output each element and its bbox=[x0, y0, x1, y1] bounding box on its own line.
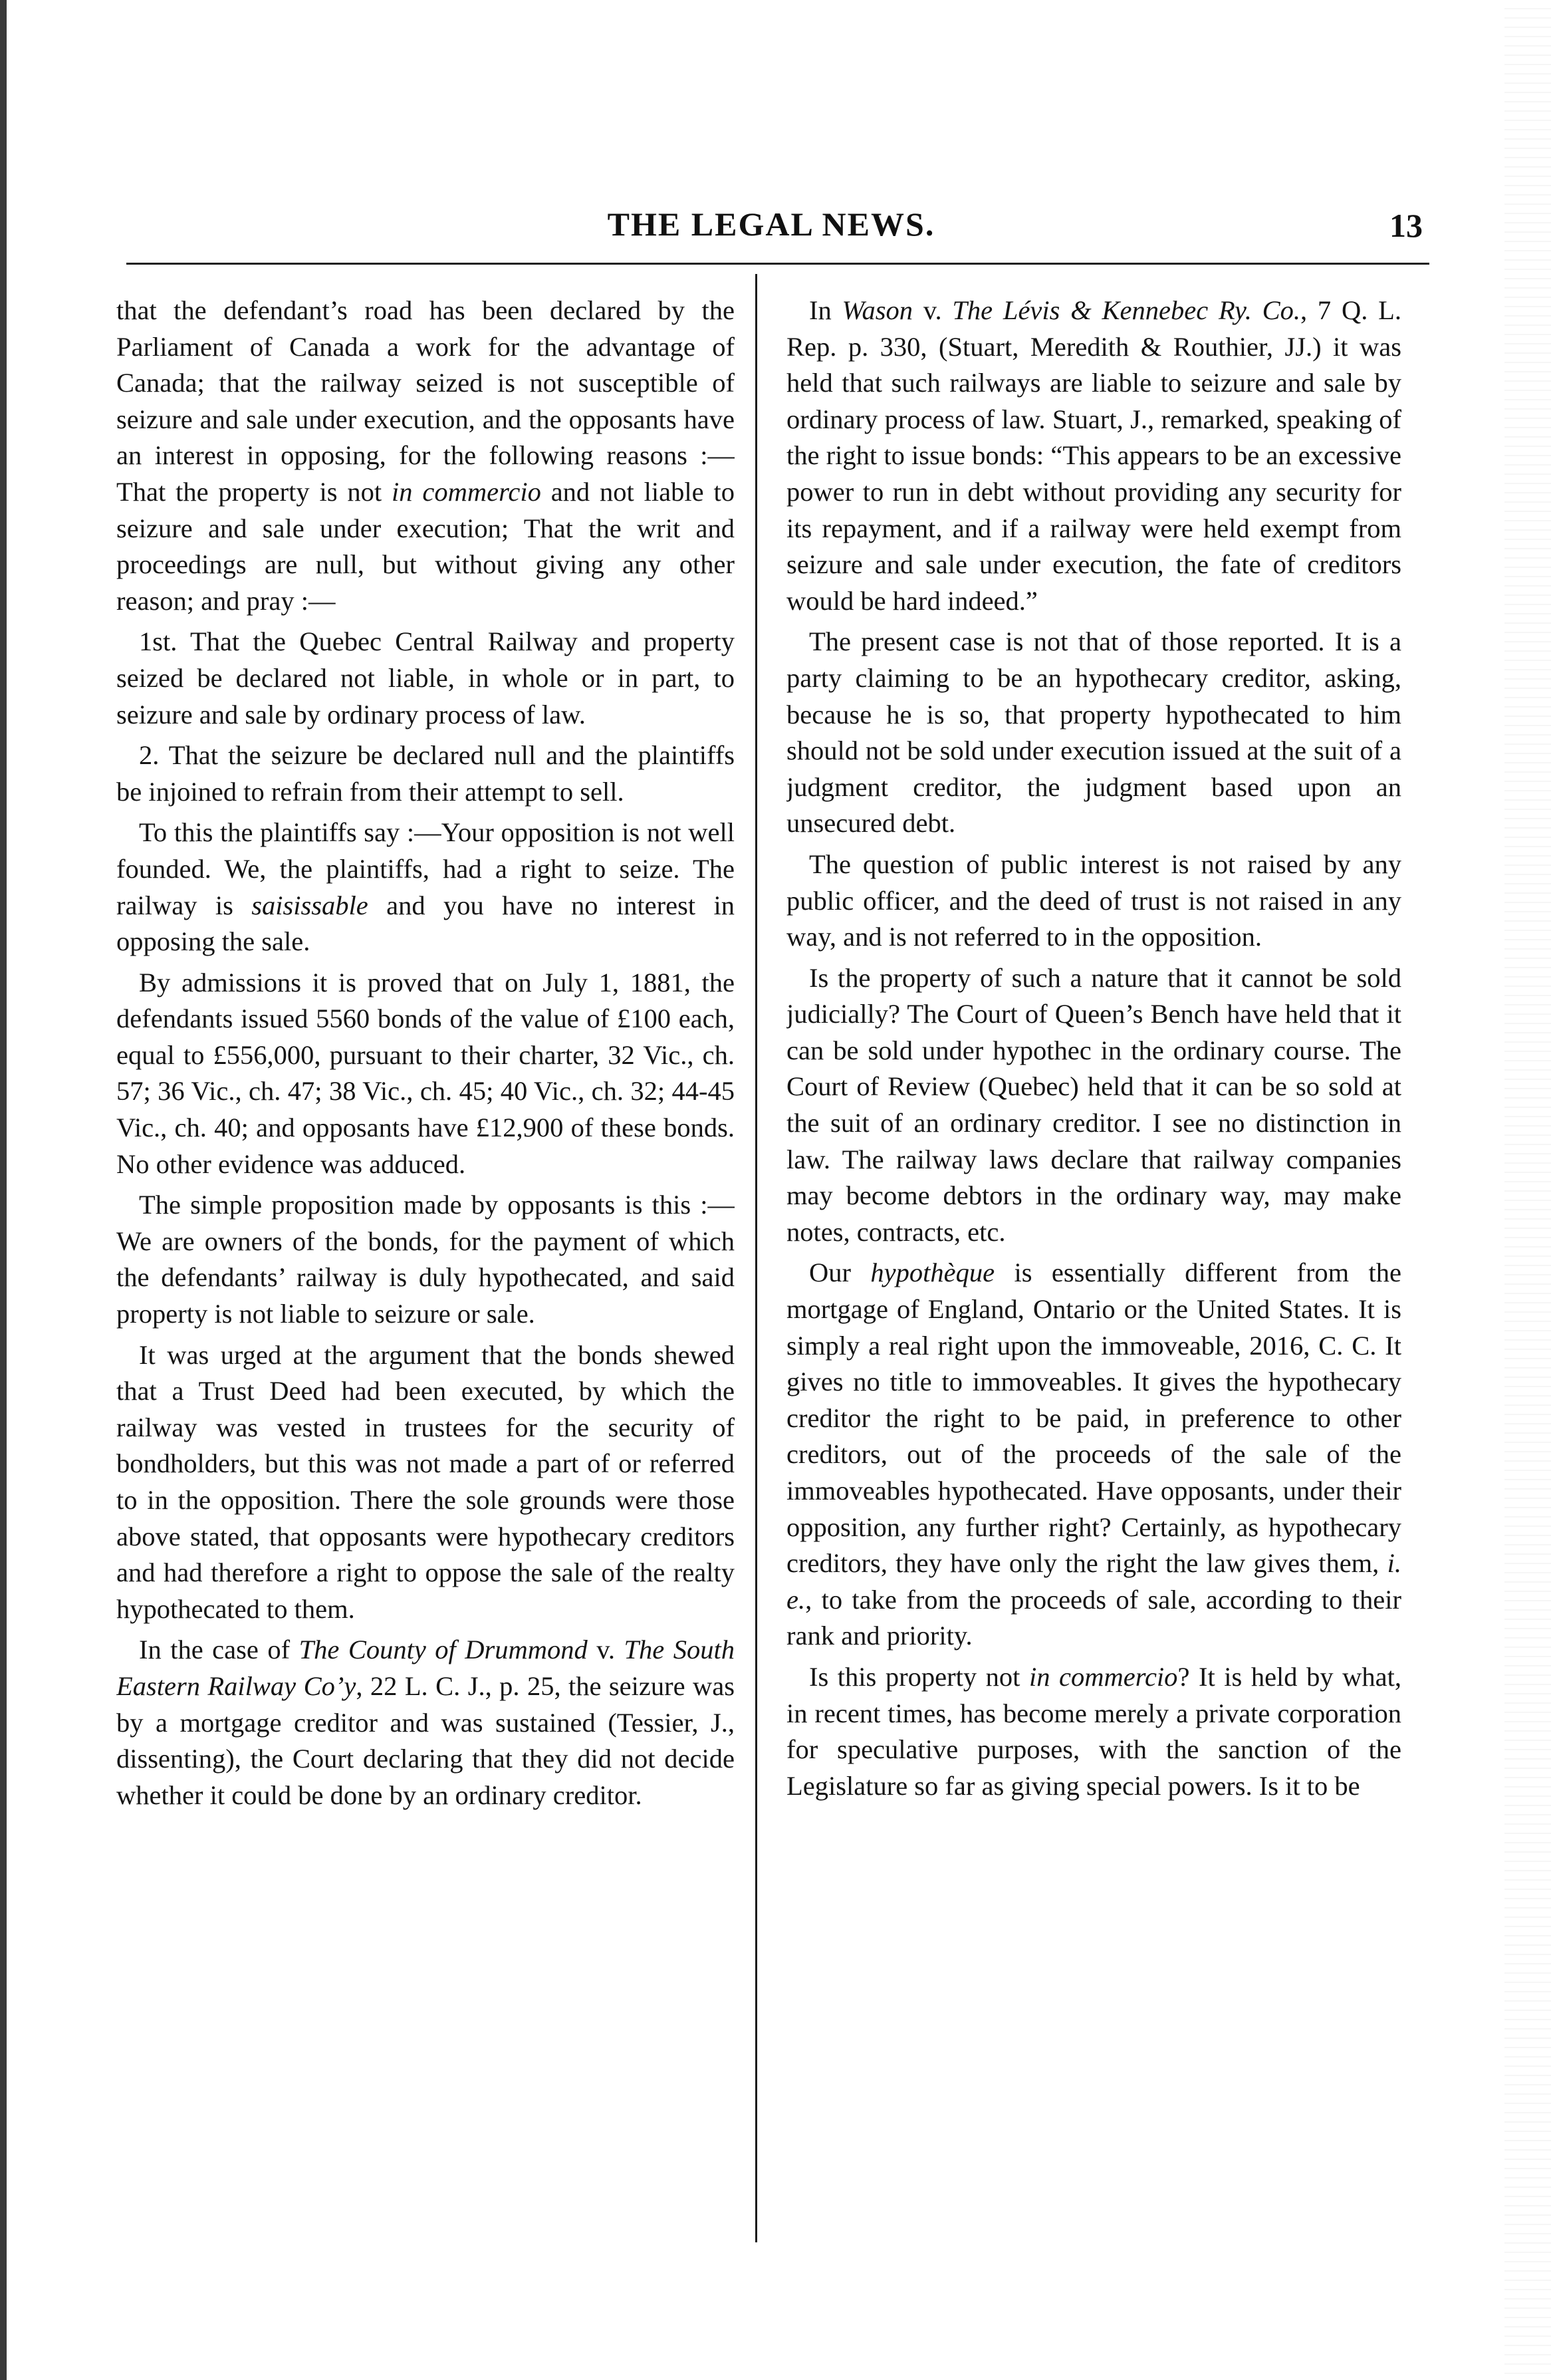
left-paragraph-2: 1st. That the Quebec Central Railway and property seized be declared not liable, in whole or in part, to seizure and sale by ordinary process of law. bbox=[116, 626, 735, 729]
journal-title: THE LEGAL NEWS. bbox=[607, 205, 935, 243]
right-paragraph-3: The question of public interest is not raised by any public officer, and the deed of trust is not raised in any way, and is not referred to in the opposition. bbox=[786, 849, 1401, 952]
left-paragraph-8: In the case of The County of Drummond v. The South Eastern Railway Co’y, 22 L. C. J., p. 25, the seizure was by a mortgage creditor and was sustained (Tessier, J., dissenting), the Court declaring that they did not decide whether it could be done by an ordinary creditor. bbox=[116, 1635, 735, 1810]
left-paragraph-6: The simple proposition made by opposants is this :—We are owners of the bonds, for the payment of which the defendants’ railway is duly hypothecated, and said property is not liable to seizure or sale. bbox=[116, 1190, 735, 1329]
right-paragraph-2: The present case is not that of those reported. It is a party claiming to be an hypothecary creditor, asking, because he is so, that property hypothecated to him should not be sold under execution issued at the suit of a judgment creditor, the judgment based upon an unsecured debt. bbox=[786, 626, 1401, 839]
left-paragraph-4: To this the plaintiffs say :—Your opposition is not well founded. We, the plaintiffs, had a right to seize. The railway is saisissable and you have no interest in opposing the sale. bbox=[116, 817, 735, 957]
left-paragraph-1: that the defendant’s road has been declared by the Parliament of Canada a work for the advantage of Canada; that the railway seized is not susceptible of seizure and sale under execution, and the opposants have an interest in opposing, for the following reasons :—That the property is not in commercio and not liable to seizure and sale under execution; That the writ and proceedings are null, but without giving any other reason; and pray :— bbox=[116, 295, 735, 616]
left-paragraph-3: 2. That the seizure be declared null and the plaintiffs be injoined to refrain from their attempt to sell. bbox=[116, 740, 735, 807]
page-number: 13 bbox=[1389, 207, 1423, 244]
header-rule bbox=[126, 263, 1429, 265]
left-paragraph-7: It was urged at the argument that the bonds shewed that a Trust Deed had been executed, by which the railway was vested in trustees for the security of bondholders, but this was not made a part of or referred to in the opposition. There the sole grounds were those above stated, that opposants were hypothecary creditors and had therefore a right to oppose the sale of the realty hypothecated to them. bbox=[116, 1339, 735, 1624]
left-column bbox=[116, 293, 735, 2241]
page-header bbox=[120, 199, 1423, 259]
column-divider bbox=[755, 274, 757, 2242]
right-column bbox=[786, 293, 1401, 2241]
scan-noise bbox=[1504, 0, 1551, 2380]
right-paragraph-5: Our hypothèque is essentially different from the mortgage of England, Ontario or the United States. It is simply a real right upon the immoveable, 2016, C. C. It gives no title to immoveables. It gives the hypothecary creditor the right to be paid, in preference to other creditors, out of the proceeds of the sale of the immoveables hypothecated. Have opposants, under their opposition, any further right? Certainly, as hypothecary creditors, they have only the right the law gives them, i. e., to take from the proceeds of sale, according to their rank and priority. bbox=[786, 1257, 1401, 1651]
right-paragraph-1: In Wason v. The Lévis & Kennebec Ry. Co., 7 Q. L. Rep. p. 330, (Stuart, Meredith & Routhier, JJ.) it was held that such railways are liable to seizure and sale by ordinary process of law. Stuart, J., remarked, speaking of the right to issue bonds: “This appears to be an excessive power to run in debt without providing any security for its repayment, and if a railway were held exempt from seizure and sale under execution, the fate of creditors would be hard indeed.” bbox=[786, 295, 1401, 616]
right-paragraph-6: Is this property not in commercio? It is held by what, in recent times, has become merely a private corporation for speculative purposes, with the sanction of the Legislature so far as giving special powers. Is it to be bbox=[786, 1661, 1401, 1801]
right-paragraph-4: Is the property of such a nature that it cannot be sold judicially? The Court of Queen’s Bench have held that it can be sold under hypothec in the ordinary course. The Court of Review (Quebec) held that it can be so sold at the suit of an ordinary creditor. I see no distinction in law. The railway laws declare that railway companies may become debtors in the ordinary way, may make notes, contracts, etc. bbox=[786, 962, 1401, 1247]
left-paragraph-5: By admissions it is proved that on July 1, 1881, the defendants issued 5560 bonds of the value of £100 each, equal to £556,000, pursuant to their charter, 32 Vic., ch. 57; 36 Vic., ch. 47; 38 Vic., ch. 45; 40 Vic., ch. 32; 44-45 Vic., ch. 40; and opposants have £12,900 of these bonds. No other evidence was adduced. bbox=[116, 967, 735, 1179]
scan-edge bbox=[0, 0, 7, 2380]
